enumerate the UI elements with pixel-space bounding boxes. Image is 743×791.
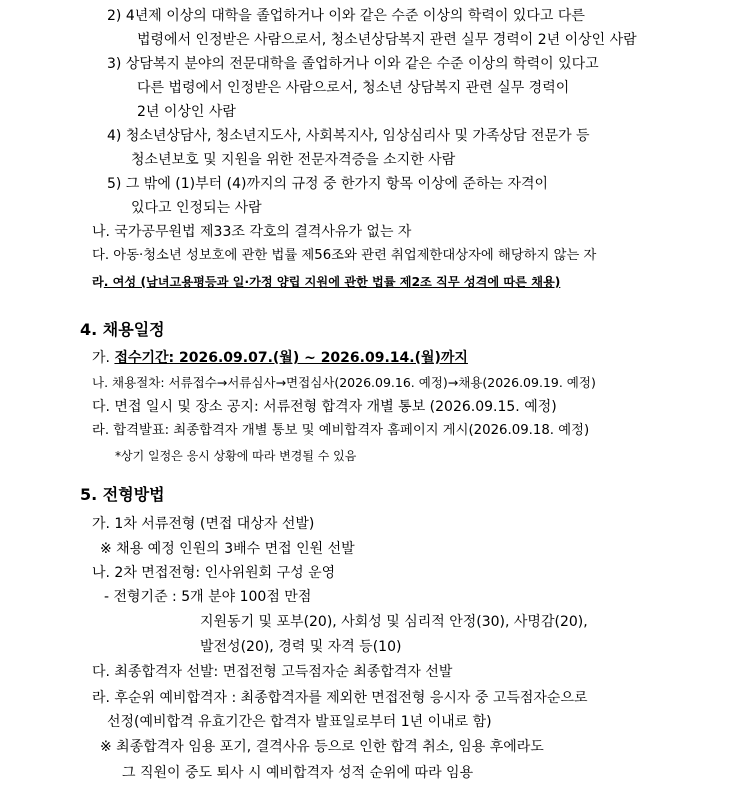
qualification-item-3-line3: 2년 이상인 사람 [137,104,236,120]
schedule-da: 다. 면접 일시 및 장소 공지: 서류전형 합격자 개별 통보 (2026.09.15. 예정) [92,399,557,415]
qualification-item-4-line1: 4) 청소년상담사, 청소년지도사, 사회복지사, 임상심리사 및 가족상담 전문가 등 [107,128,590,144]
screening-note-line1: ※ 최종합격자 임용 포기, 결격사유 등으로 인한 합격 취소, 임용 후에라도 [100,739,544,755]
screening-ga: 가. 1차 서류전형 (면접 대상자 선발) [92,516,315,532]
schedule-ga [92,349,468,367]
schedule-heading: 4. 채용일정 [80,320,165,339]
qualification-ra [92,273,560,291]
screening-ga-note: ※ 채용 예정 인원의 3배수 면접 인원 선발 [100,541,355,557]
screening-heading: 5. 전형방법 [80,485,165,504]
schedule-note: *상기 일정은 응시 상황에 따라 변경될 수 있음 [115,449,357,463]
qualification-na: 나. 국가공무원법 제33조 각호의 결격사유가 없는 자 [92,224,412,240]
qualification-item-3-line2: 다른 법령에서 인정받은 사람으로서, 청소년 상담복지 관련 실무 경력이 [137,80,570,96]
screening-ra-line2: 선정(예비합격 유효기간은 합격자 발표일로부터 1년 이내로 함) [107,714,492,730]
screening-ra-line1: 라. 후순위 예비합격자 : 최종합격자를 제외한 면접전형 응시자 중 고득점자순으로 [92,690,588,706]
qualification-item-2-line1: 2) 4년제 이상의 대학을 졸업하거나 이와 같은 수준 이상의 학력이 있다고 다른 [107,8,585,24]
screening-criteria: - 전형기준 : 5개 분야 100점 만점 [104,589,312,605]
qualification-item-4-line2: 청소년보호 및 지원을 위한 전문자격증을 소지한 사람 [131,152,456,168]
screening-note-line2: 그 직원이 중도 퇴사 시 예비합격자 성적 순위에 따라 임용 [122,765,474,781]
schedule-ga-prefix: 가. [92,350,115,366]
screening-criteria-line2: 지원동기 및 포부(20), 사회성 및 심리적 안정(30), 사명감(20), [200,614,588,630]
screening-na: 나. 2차 면접전형: 인사위원회 구성 운영 [92,565,336,581]
qualification-item-2-line2: 법령에서 인정받은 사람으로서, 청소년상담복지 관련 실무 경력이 2년 이상인 사람 [137,32,637,48]
schedule-na: 나. 채용절차: 서류접수→서류심사→면접심사(2026.09.16. 예정)→채용(2026.09.19. 예정) [92,375,596,390]
qualification-ra-prefix: 라 [92,275,104,289]
schedule-ra: 라. 합격발표: 최종합격자 개별 통보 및 예비합격자 홈페이지 게시(2026.09.18. 예정) [92,423,590,438]
screening-da: 다. 최종합격자 선발: 면접전형 고득점자순 최종합격자 선발 [92,664,453,680]
qualification-item-5-line2: 있다고 인정되는 사람 [131,200,262,216]
qualification-da: 다. 아동·청소년 성보호에 관한 법률 제56조와 관련 취업제한대상자에 해당하지 않는 자 [92,248,597,263]
qualification-item-5-line1: 5) 그 밖에 (1)부터 (4)까지의 규정 중 한가지 항목 이상에 준하는 자격이 [107,176,549,192]
screening-criteria-line3: 발전성(20), 경력 및 자격 등(10) [200,639,402,655]
application-period: 접수기간: 2026.09.07.(월) ~ 2026.09.14.(월)까지 [114,350,468,366]
qualification-ra-text: . 여성 (남녀고용평등과 일·가정 양립 지원에 관한 법률 제2조 직무 성격에 따른 채용) [103,275,561,289]
qualification-item-3-line1: 3) 상담복지 분야의 전문대학을 졸업하거나 이와 같은 수준 이상의 학력이 있다고 [107,56,599,72]
